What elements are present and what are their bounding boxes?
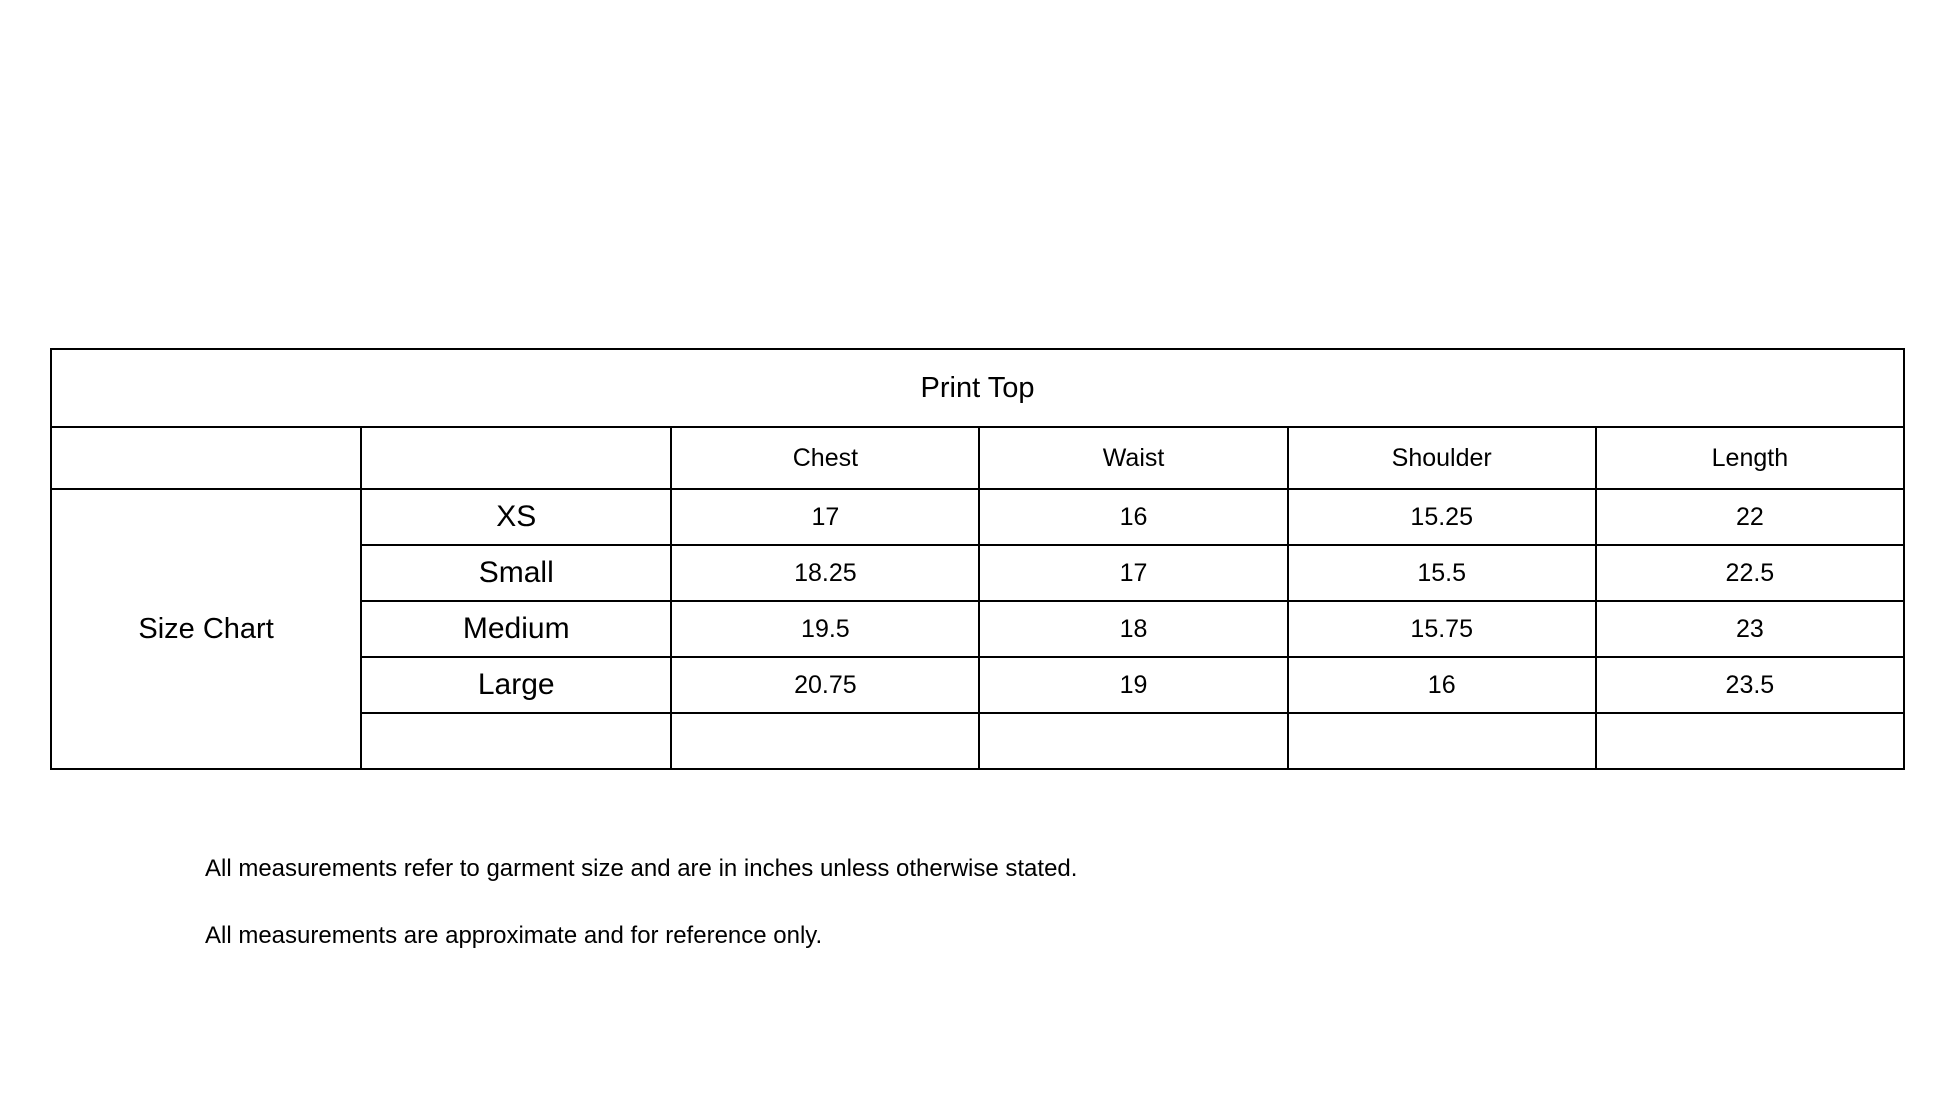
table-row-title: [51, 349, 1904, 427]
header-cell-waist: Waist: [979, 427, 1287, 489]
row-shoulder-value: 15.75: [1288, 601, 1596, 657]
footer-notes: [205, 855, 1605, 989]
row-waist-value: 16: [979, 489, 1287, 545]
header-cell-chest: Chest: [671, 427, 979, 489]
row-length-value: 23: [1596, 601, 1904, 657]
empty-length-cell: [1596, 713, 1904, 769]
size-chart-label: Size Chart: [51, 489, 361, 769]
empty-shoulder-cell: [1288, 713, 1596, 769]
row-size-name: Small: [361, 545, 671, 601]
empty-waist-cell: [979, 713, 1287, 769]
row-chest-value: 17: [671, 489, 979, 545]
empty-size-cell: [361, 713, 671, 769]
header-cell-length: Length: [1596, 427, 1904, 489]
row-length-value: 22.5: [1596, 545, 1904, 601]
header-cell-shoulder: Shoulder: [1288, 427, 1596, 489]
header-cell-corner: [51, 427, 361, 489]
note-measurements-approximate: All measurements are approximate and for reference only.: [205, 921, 823, 949]
empty-chest-cell: [671, 713, 979, 769]
row-chest-value: 18.25: [671, 545, 979, 601]
row-chest-value: 20.75: [671, 657, 979, 713]
row-shoulder-value: 15.5: [1288, 545, 1596, 601]
row-shoulder-value: 16: [1288, 657, 1596, 713]
row-shoulder-value: 15.25: [1288, 489, 1596, 545]
table-row: [51, 489, 1904, 545]
note-measurements-units: All measurements refer to garment size and are in inches unless otherwise stated.: [205, 855, 1078, 882]
size-chart-container: [50, 348, 1905, 770]
product-title: Print Top: [51, 349, 1904, 427]
row-size-name: XS: [361, 489, 671, 545]
row-waist-value: 17: [979, 545, 1287, 601]
header-cell-size: [361, 427, 671, 489]
table-row-header: [51, 427, 1904, 489]
row-waist-value: 19: [979, 657, 1287, 713]
row-length-value: 22: [1596, 489, 1904, 545]
row-chest-value: 19.5: [671, 601, 979, 657]
size-chart-table: [50, 348, 1905, 770]
row-waist-value: 18: [979, 601, 1287, 657]
row-size-name: Medium: [361, 601, 671, 657]
row-length-value: 23.5: [1596, 657, 1904, 713]
row-size-name: Large: [361, 657, 671, 713]
